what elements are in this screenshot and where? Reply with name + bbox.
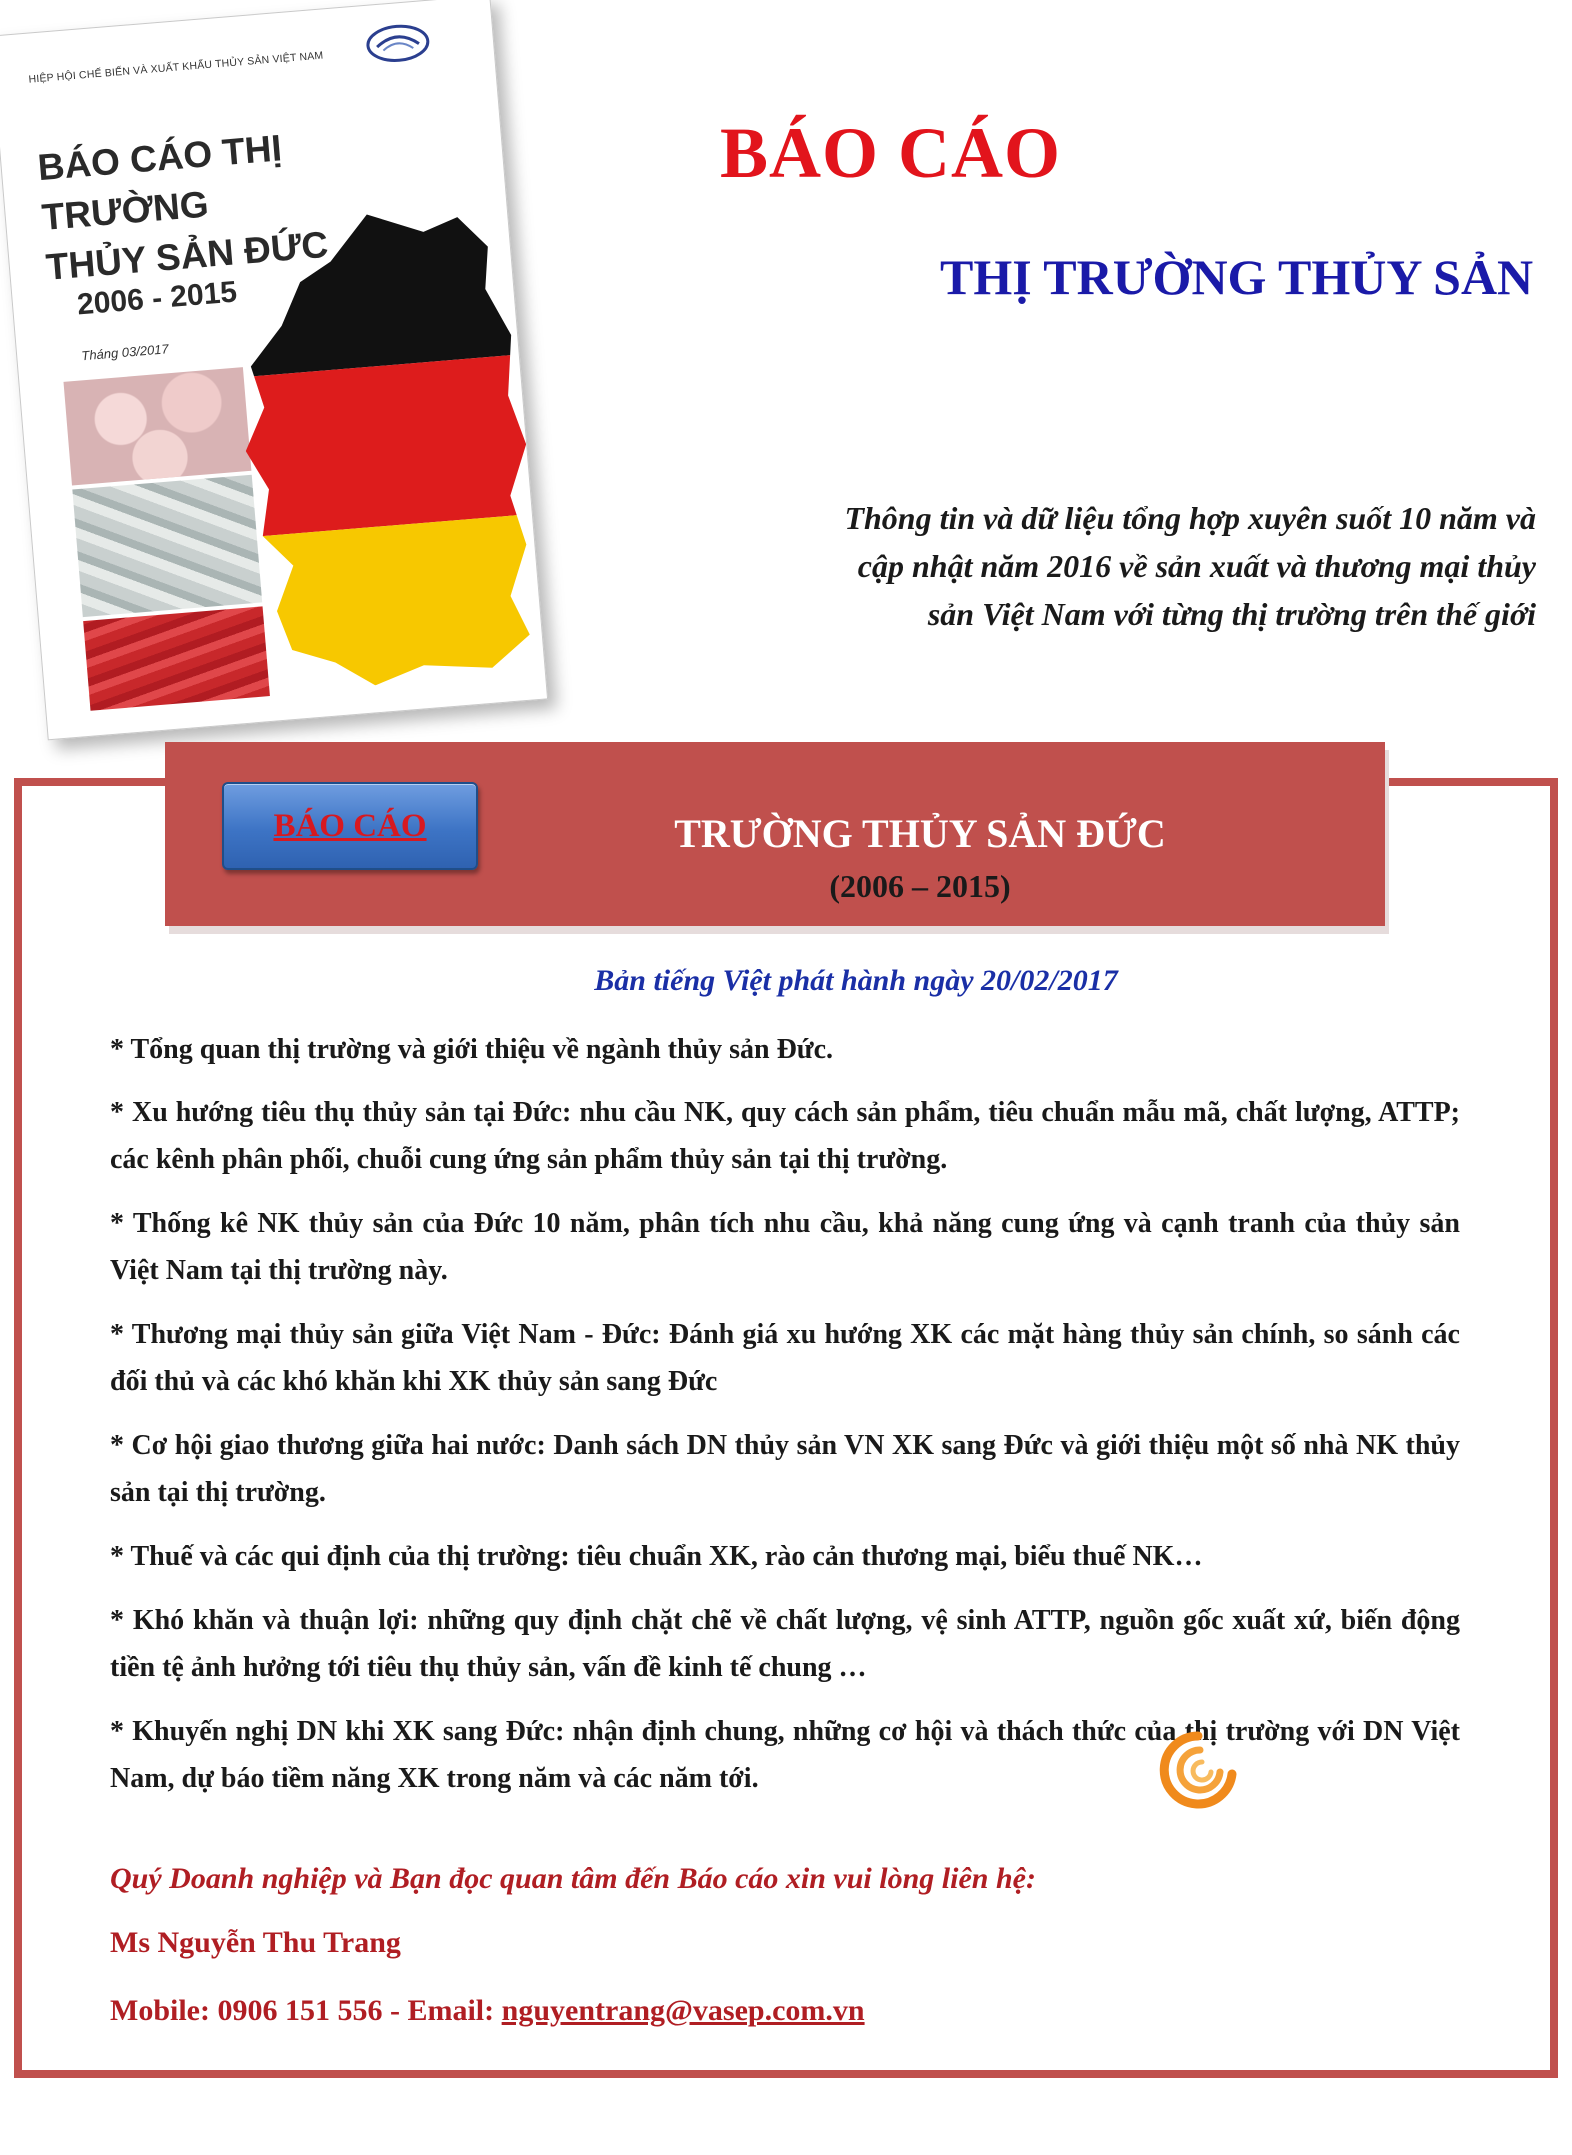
cover-title-line1: BÁO CÁO THỊ TRƯỜNG	[36, 127, 284, 239]
list-item: * Tổng quan thị trường và giới thiệu về ngành thủy sản Đức.	[110, 1034, 834, 1065]
cover-photo-shrimp	[72, 475, 262, 617]
swirl-logo-icon	[1158, 1730, 1238, 1814]
cover-photo-seafood	[63, 367, 251, 485]
banner-years: (2006 – 2015)	[829, 868, 1011, 904]
cover-photo-fish	[83, 606, 270, 710]
list-item: * Thuế và các qui định của thị trường: tiêu chuẩn XK, rào cản thương mại, biểu thuế NK…	[110, 1541, 1203, 1572]
list-item: * Khó khăn và thuận lợi: những quy định chặt chẽ về chất lượng, vệ sinh ATTP, nguồn gốc xuất xứ, biến động tiền tệ ảnh hưởng tới tiêu thụ thủy sản, vấn đề kinh tế chung …	[110, 1605, 1460, 1683]
list-item: * Thương mại thủy sản giữa Việt Nam - Đức: Đánh giá xu hướng XK các mặt hàng thủy sản chính, so sánh các đối thủ và các khó khăn khi XK thủy sản sang Đức	[110, 1319, 1460, 1397]
contact-name: Ms Nguyễn Thu Trang	[110, 1926, 401, 1959]
cover-title-line2: THỦY SẢN ĐỨC	[44, 223, 330, 288]
intro-line-2: cập nhật năm 2016 về sản xuất và thương mại thủy	[857, 548, 1536, 584]
intro-line-1: Thông tin và dữ liệu tổng hợp xuyên suốt 10 năm và	[844, 500, 1536, 536]
contact-line	[110, 1994, 865, 2028]
germany-flag-map	[217, 195, 545, 697]
contact-prompt: Quý Doanh nghiệp và Bạn đọc quan tâm đến Báo cáo xin vui lòng liên hệ:	[110, 1862, 1036, 1895]
report-intro	[716, 494, 1536, 638]
cover-years: 2006 - 2015	[75, 275, 239, 322]
report-title: BÁO CÁO	[720, 113, 1062, 193]
report-cover-image	[0, 0, 548, 740]
release-date: Bản tiếng Việt phát hành ngày 20/02/2017	[594, 964, 1118, 997]
list-item: * Thống kê NK thủy sản của Đức 10 năm, phân tích nhu cầu, khả năng cung ứng và cạnh tranh của thủy sản Việt Nam tại thị trường này.	[110, 1208, 1460, 1286]
content-list	[110, 1026, 1460, 1819]
bao-cao-button[interactable]: BÁO CÁO	[222, 782, 478, 870]
cover-association: HIỆP HỘI CHẾ BIẾN VÀ XUẤT KHẨU THỦY SẢN VIỆT NAM	[28, 49, 324, 86]
report-subtitle: THỊ TRƯỜNG THỦY SẢN	[940, 249, 1534, 305]
contact-email-link[interactable]: nguyentrang@vasep.com.vn	[501, 1994, 865, 2027]
list-item: * Cơ hội giao thương giữa hai nước: Danh sách DN thủy sản VN XK sang Đức và giới thiệu một số nhà NK thủy sản tại thị trường.	[110, 1430, 1460, 1508]
list-item: * Khuyến nghị DN khi XK sang Đức: nhận định chung, những cơ hội và thách thức của thị trường với DN Việt Nam, dự báo tiềm năng XK trong năm và các năm tới.	[110, 1716, 1460, 1794]
intro-line-3: sản Việt Nam với từng thị trường trên thế giới	[927, 596, 1536, 632]
cover-date: Tháng 03/2017	[80, 341, 170, 364]
banner-title: TRƯỜNG THỦY SẢN ĐỨC	[674, 811, 1166, 856]
contact-mobile: Mobile: 0906 151 556 - Email:	[110, 1994, 502, 2027]
list-item: * Xu hướng tiêu thụ thủy sản tại Đức: nhu cầu NK, quy cách sản phẩm, tiêu chuẩn mẫu mã, chất lượng, ATTP; các kênh phân phối, chuỗi cung ứng sản phẩm thủy sản tại thị trường.	[110, 1097, 1460, 1175]
vasep-logo	[363, 21, 432, 66]
